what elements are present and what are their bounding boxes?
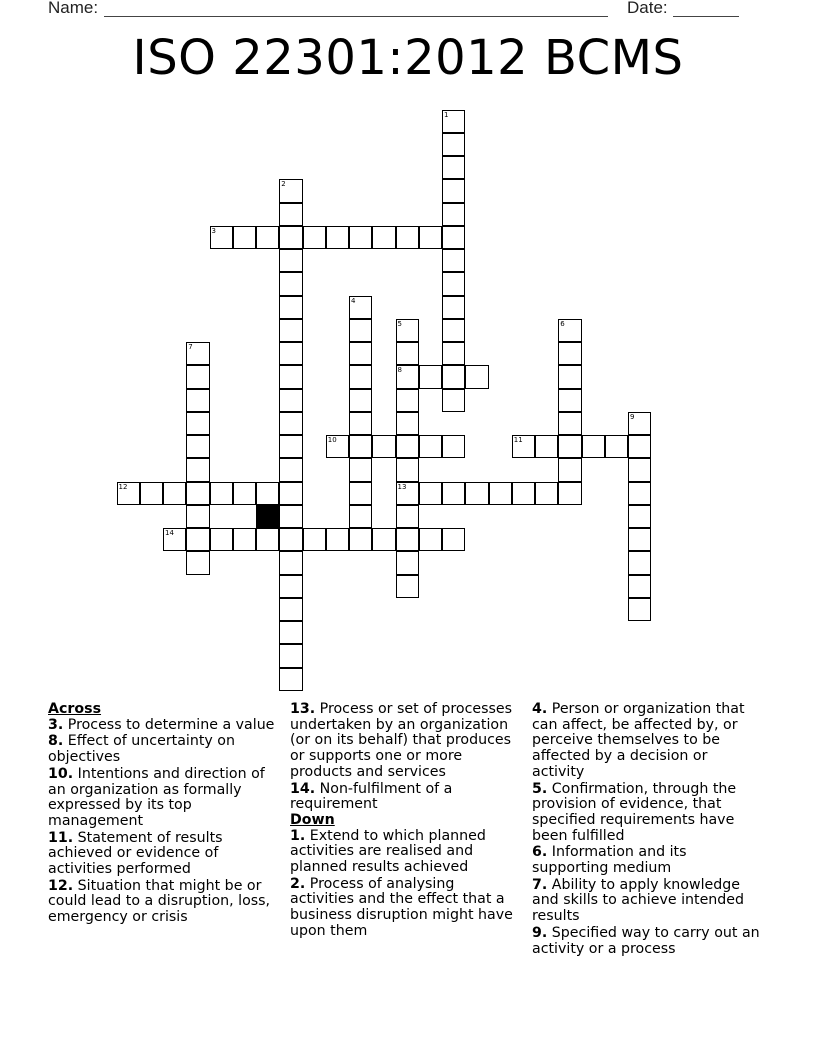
grid-cell[interactable] — [558, 435, 581, 458]
grid-cell[interactable] — [279, 551, 302, 574]
grid-cell[interactable] — [396, 458, 419, 481]
grid-cell[interactable] — [210, 528, 233, 551]
clue-number: 12 — [118, 482, 128, 491]
grid-cell[interactable] — [279, 575, 302, 598]
grid-cell[interactable] — [442, 179, 465, 202]
grid-cell[interactable] — [442, 319, 465, 342]
grid-cell[interactable] — [396, 342, 419, 365]
down-clue-2: 2. Process of analysing activities and the effect that a business disruption might have upon them — [290, 875, 513, 939]
grid-cell[interactable] — [419, 482, 442, 505]
across-clue-8: 8. Effect of uncertainty on objectives — [48, 733, 235, 766]
grid-cell[interactable] — [372, 226, 395, 249]
grid-cell[interactable] — [396, 226, 419, 249]
grid-cell[interactable] — [140, 482, 163, 505]
grid-cell[interactable] — [186, 458, 209, 481]
grid-cell[interactable] — [442, 528, 465, 551]
clue-number: 4 — [351, 296, 356, 305]
grid-cell[interactable] — [558, 412, 581, 435]
down-clue-6: 6. Information and its supporting medium — [532, 844, 687, 877]
grid-cell[interactable] — [279, 412, 302, 435]
grid-cell[interactable] — [186, 551, 209, 574]
grid-cell[interactable] — [186, 528, 209, 551]
grid-cell[interactable] — [442, 156, 465, 179]
clue-number: 8 — [397, 366, 402, 375]
grid-cell[interactable] — [163, 528, 186, 551]
grid-cell[interactable] — [279, 621, 302, 644]
grid-cell[interactable] — [442, 342, 465, 365]
grid-cell[interactable] — [628, 482, 651, 505]
grid-cell[interactable] — [326, 528, 349, 551]
clue-column-3 — [532, 702, 760, 957]
clue-number: 2 — [281, 180, 286, 189]
grid-cell[interactable] — [512, 435, 535, 458]
grid-cell[interactable] — [558, 482, 581, 505]
grid-cell[interactable] — [279, 226, 302, 249]
clue-number: 6 — [560, 319, 565, 328]
grid-cell[interactable] — [279, 644, 302, 667]
grid-cell[interactable] — [279, 272, 302, 295]
grid-cell[interactable] — [279, 598, 302, 621]
down-clue-9: 9. Specified way to carry out an activity or a process — [532, 924, 760, 957]
grid-cell[interactable] — [279, 389, 302, 412]
grid-cell[interactable] — [233, 528, 256, 551]
clue-column-2 — [290, 702, 518, 940]
clue-number: 7 — [188, 343, 193, 351]
grid-cell[interactable] — [233, 482, 256, 505]
clue-number: 3 — [211, 226, 216, 235]
clue-number: 1 — [444, 110, 449, 119]
grid-cell[interactable] — [349, 342, 372, 365]
clue-number: 9 — [630, 412, 635, 421]
grid-cell[interactable] — [372, 435, 395, 458]
grid-cell[interactable] — [628, 598, 651, 621]
grid-cell[interactable] — [582, 435, 605, 458]
grid-cell[interactable] — [628, 528, 651, 551]
grid-cell[interactable] — [349, 435, 372, 458]
grid-cell[interactable] — [349, 505, 372, 528]
grid-cell[interactable] — [279, 342, 302, 365]
clue-number: 11 — [513, 436, 523, 444]
across-clue-12: 12. Situation that might be or could lead to a disruption, loss, emergency or crisis — [48, 877, 271, 926]
grid-cell[interactable] — [372, 528, 395, 551]
grid-cell[interactable] — [442, 249, 465, 272]
grid-cell[interactable] — [186, 435, 209, 458]
grid-cell[interactable] — [279, 249, 302, 272]
grid-cell[interactable] — [256, 482, 279, 505]
grid-cell[interactable] — [512, 482, 535, 505]
grid-cell[interactable] — [279, 458, 302, 481]
grid-cell[interactable] — [628, 551, 651, 574]
grid-cell[interactable] — [419, 226, 442, 249]
grid-cell[interactable] — [303, 226, 326, 249]
grid-cell[interactable] — [349, 226, 372, 249]
grid-cell[interactable] — [349, 319, 372, 342]
grid-cell[interactable] — [349, 482, 372, 505]
grid-cell[interactable] — [279, 296, 302, 319]
grid-cell[interactable] — [558, 319, 581, 342]
grid-cell[interactable] — [396, 528, 419, 551]
grid-cell[interactable] — [210, 226, 233, 249]
grid-cell[interactable] — [442, 482, 465, 505]
grid-cell[interactable] — [396, 435, 419, 458]
grid-cell[interactable] — [442, 226, 465, 249]
black-grid-cell — [256, 505, 279, 528]
grid-cell[interactable] — [186, 365, 209, 388]
grid-cell[interactable] — [419, 435, 442, 458]
grid-cell[interactable] — [279, 528, 302, 551]
grid-cell[interactable] — [279, 179, 302, 202]
grid-cell[interactable] — [396, 319, 419, 342]
down-clue-7: 7. Ability to apply knowledge and skills to achieve intended results — [532, 876, 745, 925]
grid-cell[interactable] — [605, 435, 628, 458]
grid-cell[interactable] — [628, 458, 651, 481]
grid-cell[interactable] — [535, 482, 558, 505]
grid-cell[interactable] — [349, 389, 372, 412]
grid-cell[interactable] — [628, 412, 651, 435]
across-clue-3: 3. Process to determine a value — [48, 716, 275, 733]
grid-cell[interactable] — [186, 389, 209, 412]
grid-cell[interactable] — [396, 505, 419, 528]
grid-cell[interactable] — [349, 528, 372, 551]
grid-cell[interactable] — [326, 226, 349, 249]
grid-cell[interactable] — [186, 482, 209, 505]
grid-cell[interactable] — [396, 482, 419, 505]
down-clue-1: 1. Extend to which planned activities are realised and planned results achieved — [290, 827, 486, 876]
grid-cell[interactable] — [558, 342, 581, 365]
grid-cell[interactable] — [558, 389, 581, 412]
grid-cell[interactable] — [628, 575, 651, 598]
grid-cell[interactable] — [396, 412, 419, 435]
grid-cell[interactable] — [186, 342, 209, 365]
across-clue-13: 13. Process or set of processes undertaken by an organization (or on its behalf) that produces or supports one or more products and services — [290, 701, 513, 780]
grid-cell[interactable] — [256, 528, 279, 551]
across-clue-10: 10. Intentions and direction of an organization as formally expressed by its top management — [48, 765, 265, 829]
grid-cell[interactable] — [465, 365, 488, 388]
grid-cell[interactable] — [442, 133, 465, 156]
grid-cell[interactable] — [279, 203, 302, 226]
grid-cell[interactable] — [279, 505, 302, 528]
grid-cell[interactable] — [396, 365, 419, 388]
grid-cell[interactable] — [419, 528, 442, 551]
grid-cell[interactable] — [279, 482, 302, 505]
grid-cell[interactable] — [442, 435, 465, 458]
grid-cell[interactable] — [117, 482, 140, 505]
grid-cell[interactable] — [279, 319, 302, 342]
grid-cell[interactable] — [349, 412, 372, 435]
puzzle-title: ISO 22301:2012 BCMS — [132, 30, 684, 86]
grid-cell[interactable] — [349, 365, 372, 388]
grid-cell[interactable] — [349, 458, 372, 481]
across-heading: Across — [48, 701, 102, 717]
grid-cell[interactable] — [326, 435, 349, 458]
grid-cell[interactable] — [442, 110, 465, 133]
grid-cell[interactable] — [442, 365, 465, 388]
grid-cell[interactable] — [489, 482, 512, 505]
down-clue-5: 5. Confirmation, through the provision of evidence, that specified requirements have been fulfilled — [532, 780, 737, 844]
grid-cell[interactable] — [163, 482, 186, 505]
grid-cell[interactable] — [535, 435, 558, 458]
grid-cell[interactable] — [210, 482, 233, 505]
grid-cell[interactable] — [465, 482, 488, 505]
grid-cell[interactable] — [558, 458, 581, 481]
grid-cell[interactable] — [419, 365, 442, 388]
grid-cell[interactable] — [442, 296, 465, 319]
grid-cell[interactable] — [186, 412, 209, 435]
grid-cell[interactable] — [186, 505, 209, 528]
grid-cell[interactable] — [256, 226, 279, 249]
clue-number: 14 — [165, 529, 174, 537]
grid-cell[interactable] — [303, 528, 326, 551]
down-heading: Down — [290, 811, 335, 828]
grid-cell[interactable] — [628, 505, 651, 528]
clue-column-1 — [48, 702, 276, 926]
grid-cell[interactable] — [628, 435, 651, 458]
grid-cell[interactable] — [349, 296, 372, 319]
grid-cell[interactable] — [396, 575, 419, 598]
grid-cell[interactable] — [279, 668, 302, 691]
grid-cell[interactable] — [279, 365, 302, 388]
grid-cell[interactable] — [442, 389, 465, 412]
grid-cell[interactable] — [279, 435, 302, 458]
clue-number: 13 — [397, 482, 407, 491]
grid-cell[interactable] — [558, 365, 581, 388]
grid-cell[interactable] — [396, 551, 419, 574]
clue-number: 5 — [397, 319, 402, 328]
name-label: Name: — [48, 0, 99, 17]
grid-cell[interactable] — [442, 272, 465, 295]
across-clue-11: 11. Statement of results achieved or evidence of activities performed — [48, 829, 223, 878]
clue-number: 10 — [327, 436, 337, 444]
across-clue-14: 14. Non-fulfilment of a requirement — [290, 780, 453, 813]
date-label: Date: — [627, 0, 668, 17]
grid-cell[interactable] — [396, 389, 419, 412]
down-clue-4: 4. Person or organization that can affect, be affected by, or perceive themselves to be affected by a decision or activity — [532, 701, 745, 780]
grid-cell[interactable] — [233, 226, 256, 249]
grid-cell[interactable] — [442, 203, 465, 226]
